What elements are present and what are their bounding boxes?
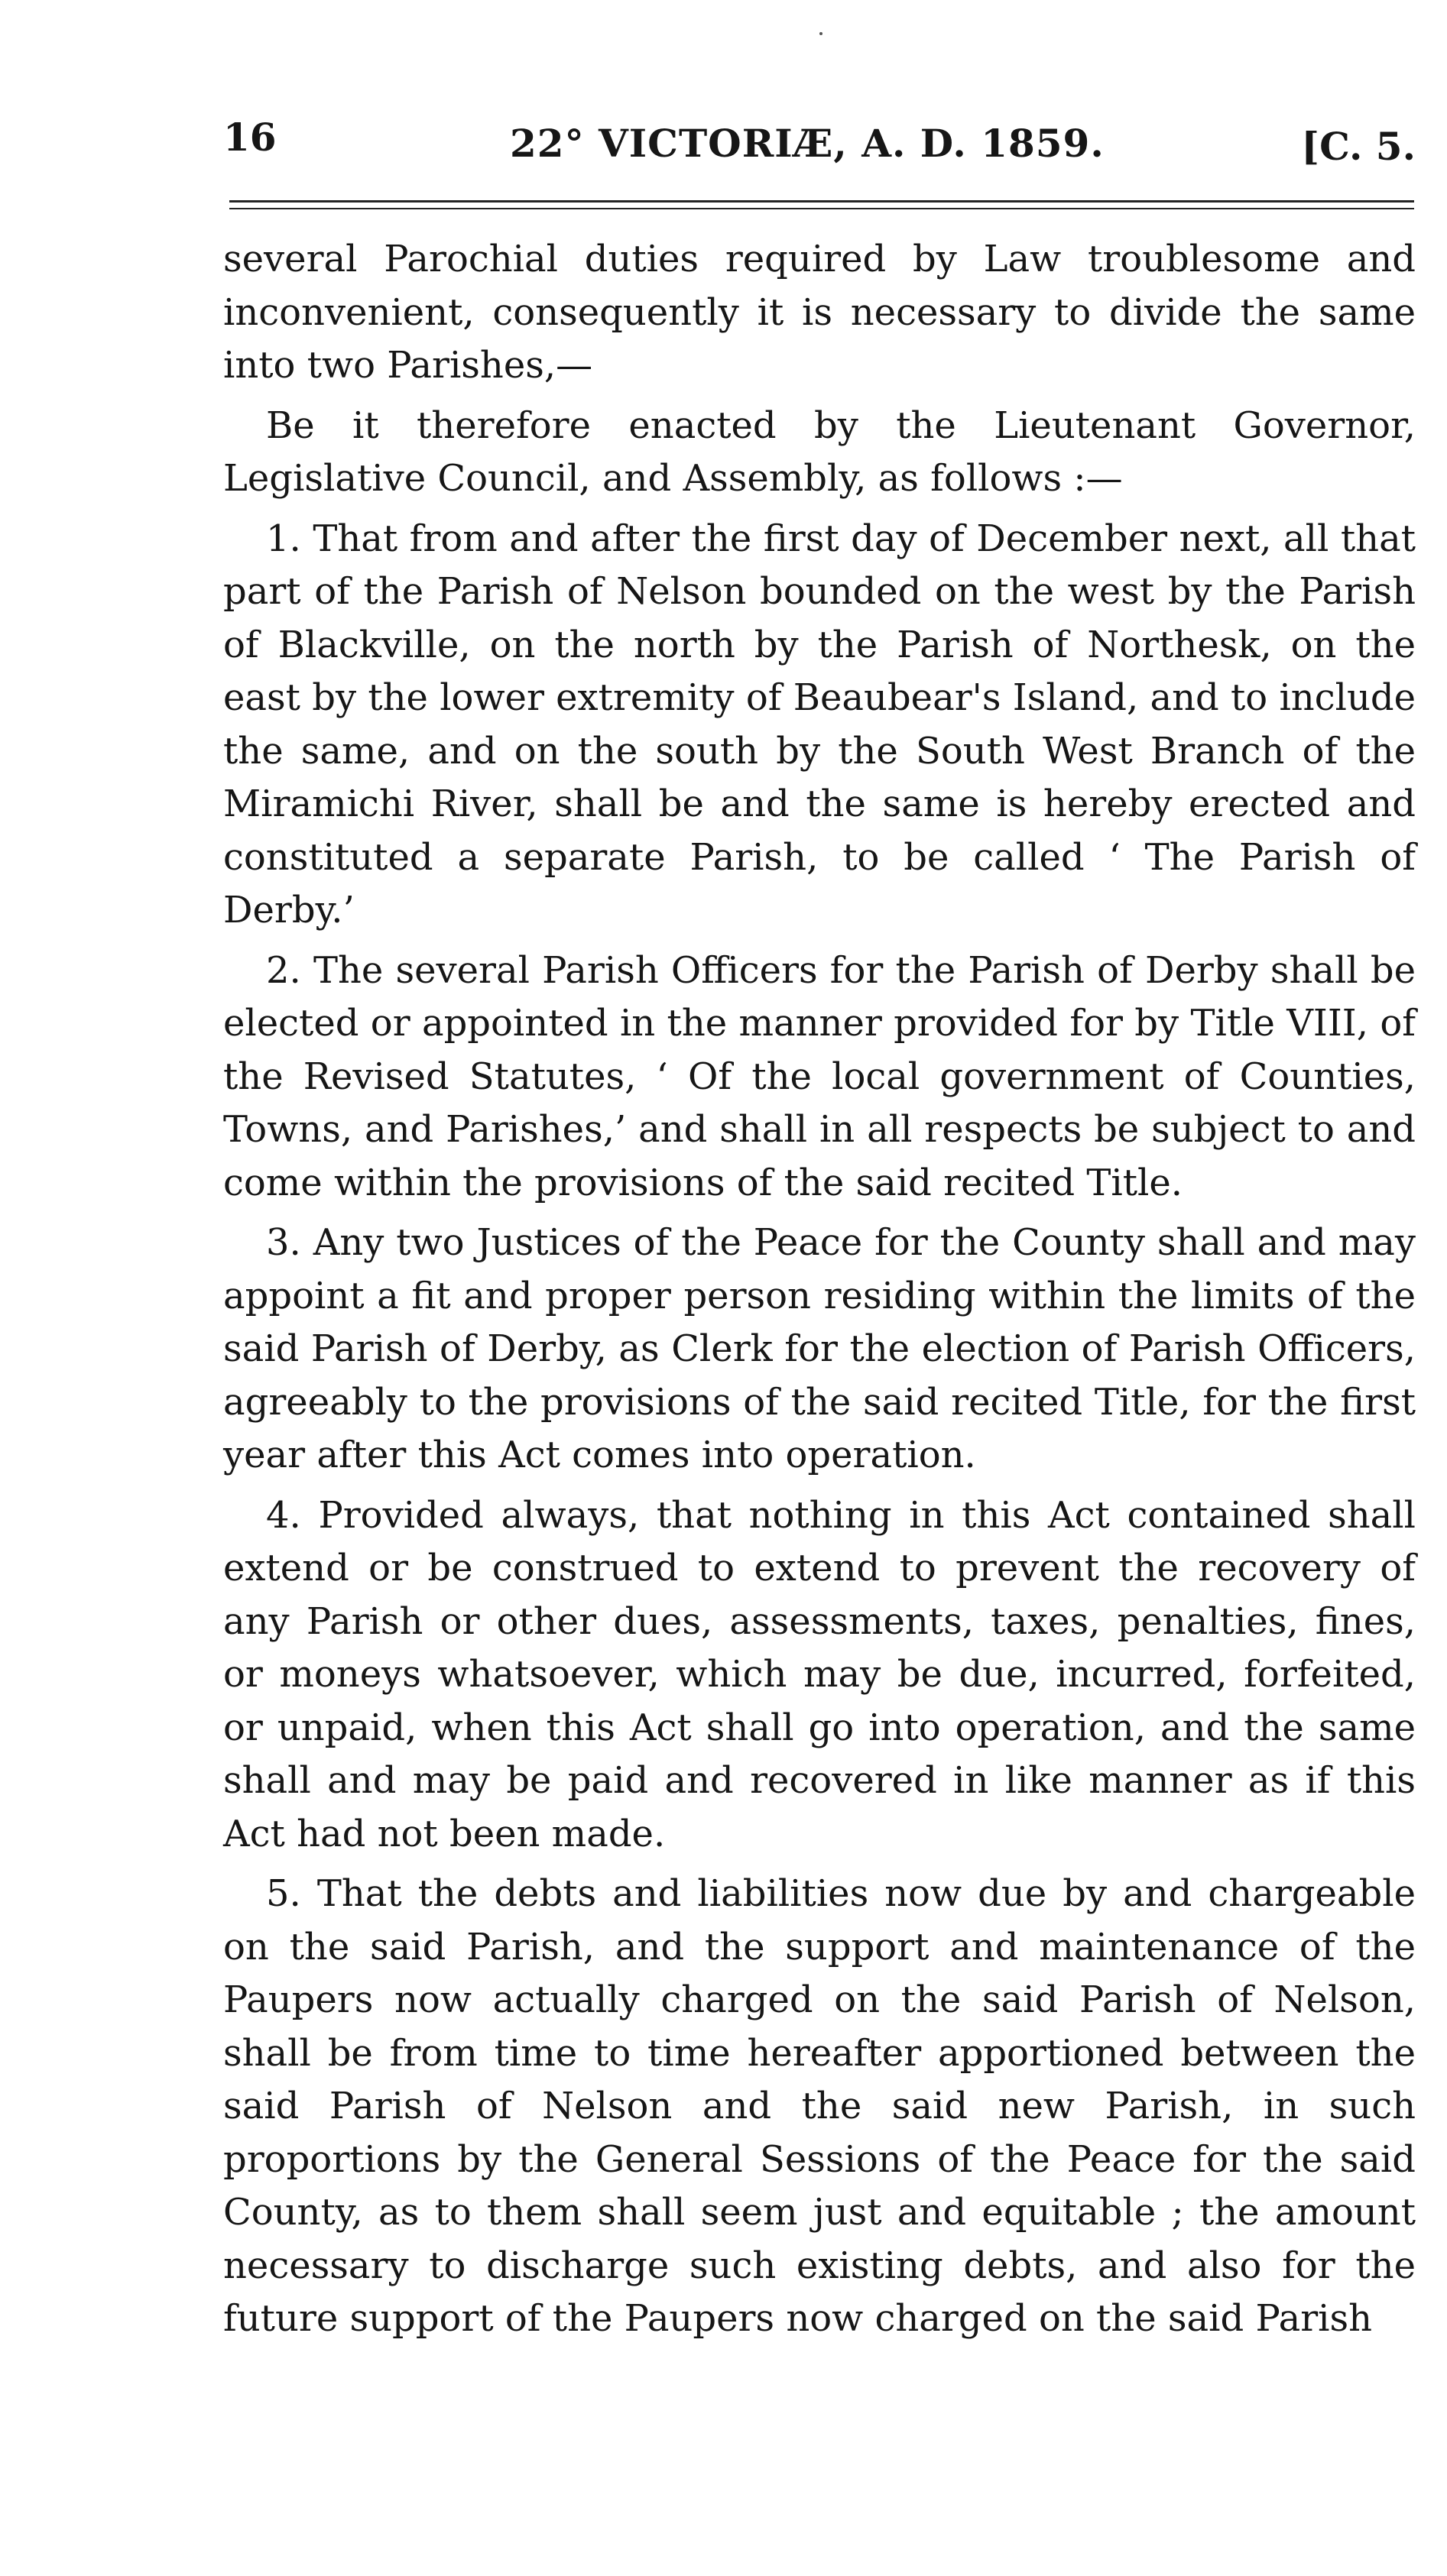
section-2: 2. The several Parish Officers for the Parish of Derby shall be elected or appointed in the manner provided for by Title VIII, of the Revised Statutes, ‘ Of the local government of Counties, Towns, and Parishes,’ and shall in all respects be subject to and come within the provisions of the said recited Title. <box>223 948 1416 1204</box>
section-5: 5. That the debts and liabilities now due by and chargeable on the said Parish, and the support and maintenance of the Paupers now actually charged on the said Parish of Nelson, shall be from time to time hereafter apportioned between the said Parish of Nelson and the said new Parish, in such proportions by the General Sessions of the Peace for the said County, as to them shall seem just and equitable ; the amount necessary to discharge such existing debts, and also for the future support of the Paupers now charged on the said Parish <box>223 1872 1416 2340</box>
header-rule-bottom <box>229 208 1414 209</box>
section-1: 1. That from and after the first day of December next, all that part of the Parish of Nelson bounded on the west by the Parish of Blackville, on the north by the Parish of Northesk, on the east by the lower extremity of Beaubear's Island, and to include the same, and on the south by the South West Branch of the Miramichi River, shall be and the same is hereby erected and constituted a separate Parish, to be called ‘ The Parish of Derby.’ <box>223 517 1416 932</box>
header-rule-top <box>229 200 1414 203</box>
print-speck <box>819 32 822 35</box>
page-number: 16 <box>223 115 277 160</box>
chapter-reference: [C. 5. <box>1301 124 1416 169</box>
section-3: 3. Any two Justices of the Peace for the County shall and may appoint a fit and proper person residing within the limits of the said Parish of Derby, as Clerk for the election of Parish Officers, agreeably to the provisions of the said recited Title, for the first year after this Act comes into operation. <box>223 1221 1416 1476</box>
running-title: 22° VICTORIÆ, A. D. 1859. <box>510 121 1105 166</box>
statute-body <box>223 233 1416 2353</box>
paragraph-continuation: several Parochial duties required by Law troublesome and inconvenient, consequently it is necessary to divide the same into two Parishes,— <box>223 238 1416 387</box>
page-header <box>223 115 1416 199</box>
enacting-clause: Be it therefore enacted by the Lieutenant Governor, Legislative Council, and Assembly, as follows :— <box>223 403 1416 500</box>
section-4: 4. Provided always, that nothing in this Act contained shall extend or be construed to extend to prevent the recovery of any Parish or other dues, assessments, taxes, penalties, fines, or moneys whatsoever, which may be due, incurred, forfeited, or unpaid, when this Act shall go into operation, and the same shall and may be paid and recovered in like manner as if this Act had not been made. <box>223 1493 1416 1855</box>
